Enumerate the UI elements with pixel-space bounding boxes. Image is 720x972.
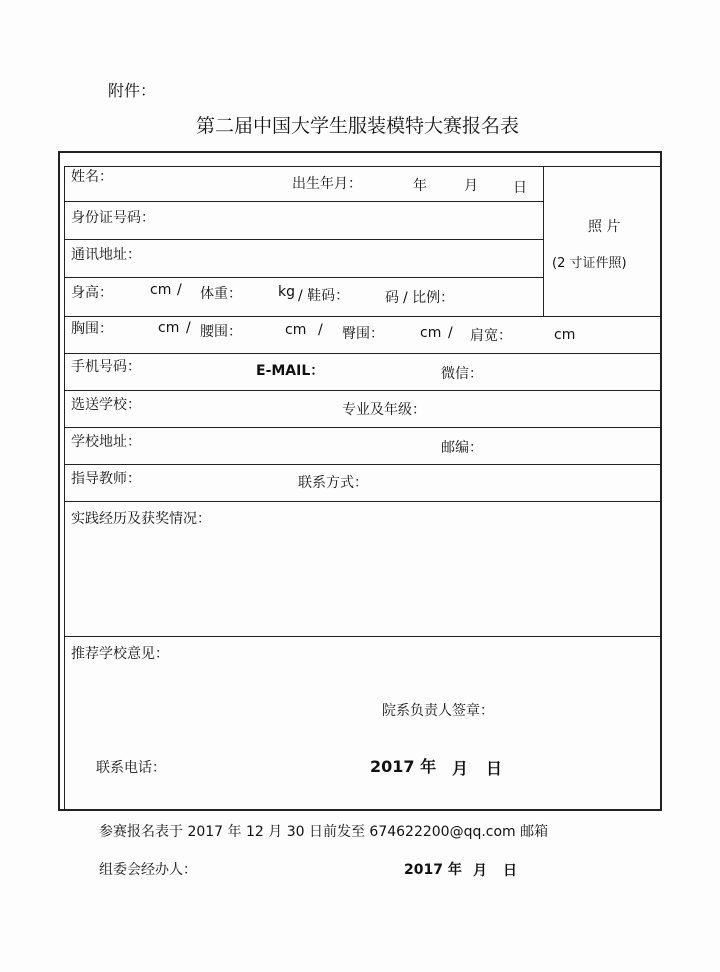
separator: / xyxy=(186,320,191,336)
organizer-label: 组委会经办人： xyxy=(99,862,197,878)
birth-label: 出生年月： xyxy=(292,176,362,192)
separator: / xyxy=(318,322,323,338)
photo-label: 照 片 xyxy=(588,219,621,235)
postcode-label: 邮编： xyxy=(441,440,483,456)
birth-month-unit: 月 xyxy=(464,178,478,194)
chest-unit: cm xyxy=(158,320,180,336)
table-line xyxy=(64,201,543,202)
school-address-label: 学校地址： xyxy=(71,434,141,450)
footer-date-year: 2017 年 xyxy=(404,862,462,878)
photo-size-note: (2 寸证件照) xyxy=(552,256,627,271)
hip-unit: cm xyxy=(420,325,442,341)
waist-unit: cm xyxy=(285,322,307,338)
photo-cell-border xyxy=(543,166,544,316)
footer-date-month: 月 xyxy=(473,863,487,879)
wechat-label: 微信： xyxy=(441,366,483,382)
id-number-label: 身份证号码： xyxy=(71,210,155,226)
name-label: 姓名： xyxy=(71,169,113,185)
separator: / xyxy=(448,325,453,341)
table-line xyxy=(64,501,661,502)
weight-unit: kg xyxy=(278,284,295,300)
recommend-label: 推荐学校意见： xyxy=(71,646,169,662)
table-line xyxy=(64,390,661,391)
waist-label: 腰围： xyxy=(200,324,242,340)
dept-signature-label: 院系负责人签章： xyxy=(382,703,494,719)
birth-day-unit: 日 xyxy=(513,180,527,196)
height-unit: cm xyxy=(150,282,172,298)
table-line xyxy=(64,636,661,637)
address-label: 通讯地址： xyxy=(71,247,141,263)
table-line xyxy=(64,316,661,317)
form-title: 第二届中国大学生服装模特大赛报名表 xyxy=(196,115,520,137)
major-label: 专业及年级： xyxy=(342,402,426,418)
ratio-label: / 比例： xyxy=(403,290,455,306)
hip-label: 臀围： xyxy=(342,326,384,342)
sign-date-year: 2017 年 xyxy=(370,757,437,776)
table-line xyxy=(64,427,661,428)
contact-phone-label: 联系电话： xyxy=(96,760,166,776)
attachment-label: 附件： xyxy=(108,81,157,100)
mobile-label: 手机号码： xyxy=(71,359,141,375)
teacher-label: 指导教师： xyxy=(71,471,141,487)
footer-date-day: 日 xyxy=(503,863,517,879)
email-label: E-MAIL： xyxy=(256,363,325,379)
table-line xyxy=(64,239,543,240)
table-line xyxy=(64,166,661,167)
table-line xyxy=(64,464,661,465)
contact-method-label: 联系方式： xyxy=(298,475,368,491)
table-line xyxy=(64,353,661,354)
sign-date-day: 日 xyxy=(486,759,503,778)
weight-label: 体重： xyxy=(200,286,242,302)
birth-year-unit: 年 xyxy=(413,178,427,194)
school-label: 选送学校： xyxy=(71,397,141,413)
shoulder-label: 肩宽： xyxy=(470,328,512,344)
separator: / xyxy=(177,282,182,298)
table-line xyxy=(64,277,543,278)
sign-date-month: 月 xyxy=(452,759,469,778)
experience-label: 实践经历及获奖情况： xyxy=(71,511,211,527)
shoe-size-label: / 鞋码： xyxy=(298,288,350,304)
shoe-size-unit: 码 xyxy=(385,290,399,306)
shoulder-unit: cm xyxy=(554,327,576,343)
chest-label: 胸围： xyxy=(71,321,113,337)
submission-note: 参赛报名表于 2017 年 12 月 30 日前发至 674622200@qq.com 邮箱 xyxy=(99,824,549,840)
height-label: 身高： xyxy=(71,285,113,301)
table-line xyxy=(64,166,65,811)
